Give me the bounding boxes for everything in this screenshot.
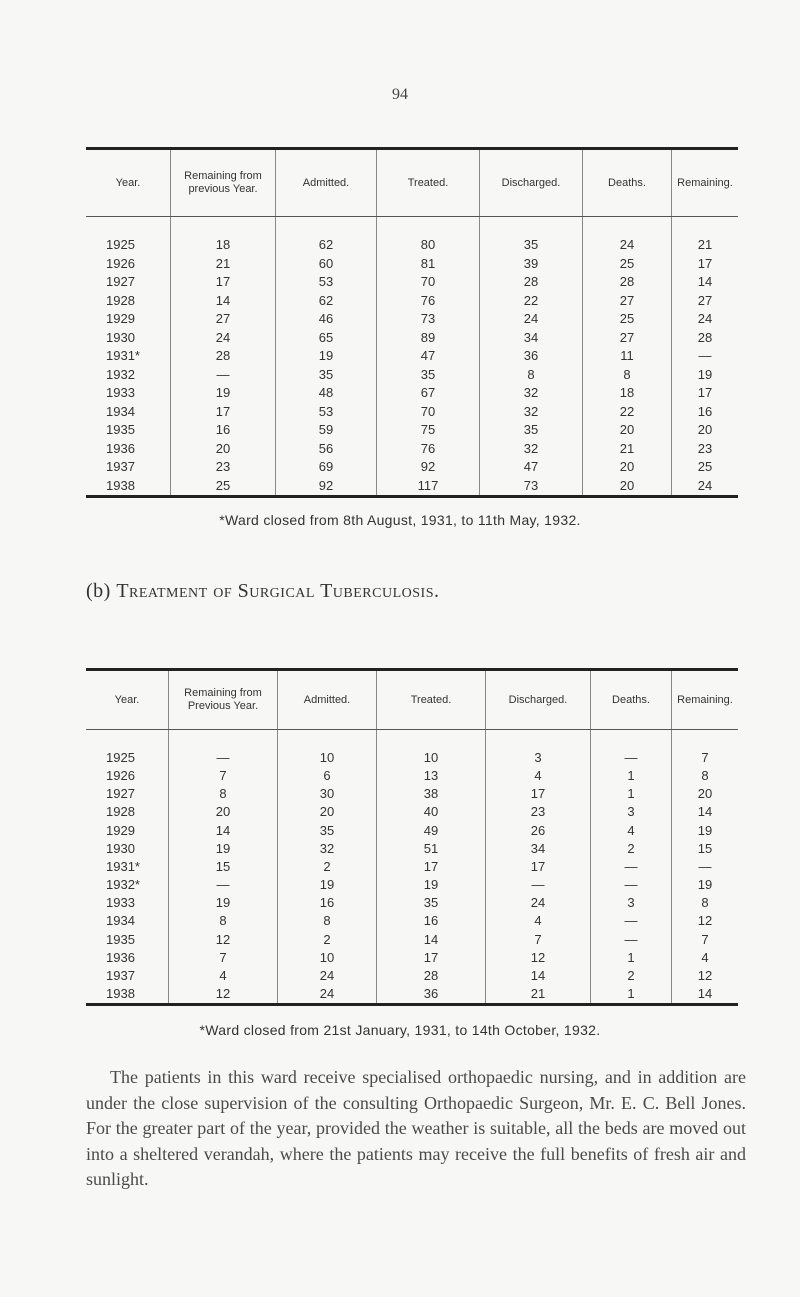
value-cell: 117 [377,476,480,496]
value-cell: 12 [486,948,591,966]
value-cell: 8 [278,912,377,930]
value-cell: 1 [591,785,672,803]
year-cell: 1928 [106,292,135,308]
table-a-header: Discharged. [480,149,583,217]
year-cell: 1927 [106,786,135,802]
table-b-body [86,730,738,1005]
table-b-header: Deaths. [591,670,672,730]
value-cell: 34 [480,328,583,347]
value-cell: 19 [377,876,486,894]
value-cell: 80 [377,236,480,255]
value-cell: 53 [276,273,377,292]
value-cell: 27 [583,291,672,310]
value-cell: 14 [377,930,486,948]
value-cell: 28 [672,328,739,347]
value-cell: 62 [276,291,377,310]
table-row [86,254,738,273]
value-cell: 22 [480,291,583,310]
table-row [86,384,738,403]
value-cell: 20 [169,803,278,821]
year-cell: 1935 [106,422,135,438]
value-cell: 17 [672,384,739,403]
value-cell: 35 [480,421,583,440]
value-cell: 13 [377,766,486,784]
value-cell: 16 [377,912,486,930]
value-cell: 12 [169,985,278,1005]
value-cell: 25 [583,310,672,329]
value-cell: 76 [377,439,480,458]
table-row [86,857,738,875]
value-cell: 17 [377,857,486,875]
value-cell: 19 [672,365,739,384]
value-cell: 19 [276,347,377,366]
section-heading [86,580,786,603]
value-cell: 60 [276,254,377,273]
value-cell: 32 [480,402,583,421]
table-b-header: Remaining from Previous Year. [169,670,278,730]
value-cell: 47 [480,458,583,477]
value-cell: 3 [591,803,672,821]
value-cell: 17 [486,785,591,803]
value-cell: 23 [672,439,739,458]
value-cell: 17 [377,948,486,966]
value-cell: 56 [276,439,377,458]
value-cell: 40 [377,803,486,821]
value-cell: 1 [591,948,672,966]
value-cell: 24 [480,310,583,329]
value-cell: — [591,748,672,766]
value-cell: 17 [672,254,739,273]
year-cell: 1937 [106,459,135,475]
table-row [86,439,738,458]
table-row [86,476,738,496]
value-cell: 47 [377,347,480,366]
table-row [86,785,738,803]
value-cell: 18 [171,236,276,255]
year-cell: 1934 [106,913,135,929]
value-cell: 35 [278,821,377,839]
value-cell: — [591,912,672,930]
year-cell: 1931* [106,348,140,364]
value-cell: 38 [377,785,486,803]
year-cell: 1936 [106,949,135,965]
value-cell: 35 [377,365,480,384]
table-row [86,328,738,347]
value-cell: 7 [672,748,739,766]
value-cell: 39 [480,254,583,273]
table-b-header: Year. [86,670,169,730]
value-cell: 4 [591,821,672,839]
value-cell: 23 [486,803,591,821]
table-a-header: Remaining from previous Year. [171,149,276,217]
value-cell: 23 [171,458,276,477]
table-row [86,821,738,839]
value-cell: 4 [486,766,591,784]
value-cell: 14 [672,803,739,821]
value-cell: 17 [486,857,591,875]
value-cell: 10 [278,948,377,966]
value-cell: 70 [377,273,480,292]
value-cell: 24 [278,966,377,984]
value-cell: 48 [276,384,377,403]
value-cell: 34 [486,839,591,857]
value-cell: 2 [591,966,672,984]
value-cell: 10 [377,748,486,766]
value-cell: 21 [672,236,739,255]
value-cell: 32 [278,839,377,857]
value-cell: 36 [480,347,583,366]
table-row [86,273,738,292]
table-a-header-row [86,149,738,217]
table-b-header: Treated. [377,670,486,730]
year-cell: 1929 [106,311,135,327]
value-cell: 25 [672,458,739,477]
year-cell: 1933 [106,385,135,401]
table-row [86,236,738,255]
value-cell: 92 [377,458,480,477]
value-cell: 89 [377,328,480,347]
value-cell: 10 [278,748,377,766]
value-cell: 65 [276,328,377,347]
value-cell: 27 [583,328,672,347]
value-cell: 35 [377,894,486,912]
table-row [86,458,738,477]
value-cell: 4 [169,966,278,984]
year-cell: 1930 [106,329,135,345]
value-cell: 28 [171,347,276,366]
value-cell: — [169,876,278,894]
value-cell: 67 [377,384,480,403]
year-cell: 1929 [106,822,135,838]
value-cell: 51 [377,839,486,857]
year-cell: 1938 [106,986,135,1002]
value-cell: 25 [583,254,672,273]
value-cell: 20 [278,803,377,821]
value-cell: 73 [480,476,583,496]
value-cell: — [169,748,278,766]
table-row [86,365,738,384]
value-cell: 4 [672,948,739,966]
year-cell: 1927 [106,274,135,290]
value-cell: 14 [672,273,739,292]
table-a-footnote: *Ward closed from 8th August, 1931, to 11th May, 1932. [219,512,581,528]
year-cell: 1932 [106,366,135,382]
value-cell: 17 [171,402,276,421]
value-cell: 21 [583,439,672,458]
value-cell: 53 [276,402,377,421]
table-row [86,766,738,784]
year-cell: 1935 [106,931,135,947]
table-b-footnote: *Ward closed from 21st January, 1931, to 14th October, 1932. [199,1022,601,1038]
table-row [86,930,738,948]
table-b-header: Remaining. [672,670,739,730]
value-cell: 1 [591,985,672,1005]
value-cell: 73 [377,310,480,329]
value-cell: 19 [672,821,739,839]
value-cell: 20 [171,439,276,458]
table-b [86,668,738,1006]
value-cell: 19 [672,876,739,894]
value-cell: 14 [486,966,591,984]
value-cell: 3 [486,748,591,766]
value-cell: 12 [169,930,278,948]
value-cell: 17 [171,273,276,292]
value-cell: — [672,347,739,366]
page-number: 94 [392,86,408,103]
value-cell: 76 [377,291,480,310]
value-cell: 28 [583,273,672,292]
value-cell: 8 [169,785,278,803]
value-cell: 8 [583,365,672,384]
table-b-header-row [86,670,738,730]
value-cell: 16 [171,421,276,440]
table-row [86,876,738,894]
table-row [86,985,738,1005]
value-cell: 24 [171,328,276,347]
year-cell: 1928 [106,804,135,820]
value-cell: 4 [486,912,591,930]
value-cell: 20 [583,421,672,440]
value-cell: 18 [583,384,672,403]
value-cell: 24 [672,310,739,329]
value-cell: 2 [278,930,377,948]
value-cell: 14 [171,291,276,310]
table-a-header: Treated. [377,149,480,217]
value-cell: — [591,930,672,948]
value-cell: 24 [583,236,672,255]
section-title: Treatment of Surgical Tuberculosis. [116,580,440,602]
section-label: (b) [86,580,111,602]
value-cell: 24 [278,985,377,1005]
table-row [86,421,738,440]
table-a-header: Deaths. [583,149,672,217]
value-cell: 19 [171,384,276,403]
table-row [86,291,738,310]
value-cell: 14 [672,985,739,1005]
value-cell: 69 [276,458,377,477]
value-cell: 59 [276,421,377,440]
value-cell: 15 [169,857,278,875]
table-row [86,347,738,366]
value-cell: — [672,857,739,875]
year-cell: 1925 [106,749,135,765]
value-cell: 70 [377,402,480,421]
value-cell: 20 [672,421,739,440]
value-cell: 20 [583,458,672,477]
table-row [86,803,738,821]
table-a-body [86,217,738,497]
value-cell: 7 [486,930,591,948]
value-cell: 28 [480,273,583,292]
table-row [86,912,738,930]
value-cell: 2 [278,857,377,875]
value-cell: 12 [672,966,739,984]
value-cell: 8 [672,894,739,912]
value-cell: 8 [169,912,278,930]
value-cell: 62 [276,236,377,255]
year-cell: 1936 [106,440,135,456]
value-cell: — [486,876,591,894]
value-cell: 30 [278,785,377,803]
year-cell: 1931* [106,858,140,874]
table-row [86,966,738,984]
value-cell: 25 [171,476,276,496]
value-cell: 46 [276,310,377,329]
value-cell: 21 [171,254,276,273]
value-cell: 35 [276,365,377,384]
table-row [86,310,738,329]
year-cell: 1926 [106,767,135,783]
table-a-header: Year. [86,149,171,217]
value-cell: 7 [672,930,739,948]
value-cell: 92 [276,476,377,496]
value-cell: 35 [480,236,583,255]
year-cell: 1932* [106,877,140,893]
value-cell: 20 [583,476,672,496]
table-row [86,948,738,966]
year-cell: 1925 [106,237,135,253]
year-cell: 1933 [106,895,135,911]
value-cell: — [591,857,672,875]
value-cell: 7 [169,948,278,966]
value-cell: 24 [486,894,591,912]
value-cell: 14 [169,821,278,839]
value-cell: 16 [672,402,739,421]
table-b-header: Discharged. [486,670,591,730]
value-cell: 7 [169,766,278,784]
value-cell: — [171,365,276,384]
value-cell: 36 [377,985,486,1005]
table-row [86,894,738,912]
table-a-header: Remaining. [672,149,739,217]
value-cell: 32 [480,439,583,458]
value-cell: 15 [672,839,739,857]
value-cell: 12 [672,912,739,930]
value-cell: 21 [486,985,591,1005]
value-cell: 19 [169,839,278,857]
value-cell: 8 [480,365,583,384]
table-a-header: Admitted. [276,149,377,217]
value-cell: — [591,876,672,894]
value-cell: 49 [377,821,486,839]
year-cell: 1937 [106,968,135,984]
table-row [86,839,738,857]
value-cell: 2 [591,839,672,857]
value-cell: 28 [377,966,486,984]
table-row [86,402,738,421]
value-cell: 20 [672,785,739,803]
table-row [86,748,738,766]
value-cell: 1 [591,766,672,784]
value-cell: 75 [377,421,480,440]
value-cell: 24 [672,476,739,496]
value-cell: 81 [377,254,480,273]
value-cell: 19 [278,876,377,894]
value-cell: 22 [583,402,672,421]
year-cell: 1926 [106,255,135,271]
year-cell: 1930 [106,840,135,856]
value-cell: 26 [486,821,591,839]
year-cell: 1934 [106,403,135,419]
value-cell: 32 [480,384,583,403]
value-cell: 6 [278,766,377,784]
value-cell: 3 [591,894,672,912]
table-a [86,147,738,498]
value-cell: 27 [672,291,739,310]
value-cell: 16 [278,894,377,912]
body-paragraph: The patients in this ward receive specialised orthopaedic nursing, and in addition are under the close supervision of the consulting Orthopaedic Surgeon, Mr. E. C. Bell Jones. For the greater part of the year, provided the weather is suitable, all the beds are moved out into a sheltered verandah, where the patients may receive the full benefits of fresh air and sunlight. [86,1067,746,1189]
value-cell: 8 [672,766,739,784]
value-cell: 11 [583,347,672,366]
value-cell: 19 [169,894,278,912]
value-cell: 27 [171,310,276,329]
table-b-header: Admitted. [278,670,377,730]
year-cell: 1938 [106,477,135,493]
